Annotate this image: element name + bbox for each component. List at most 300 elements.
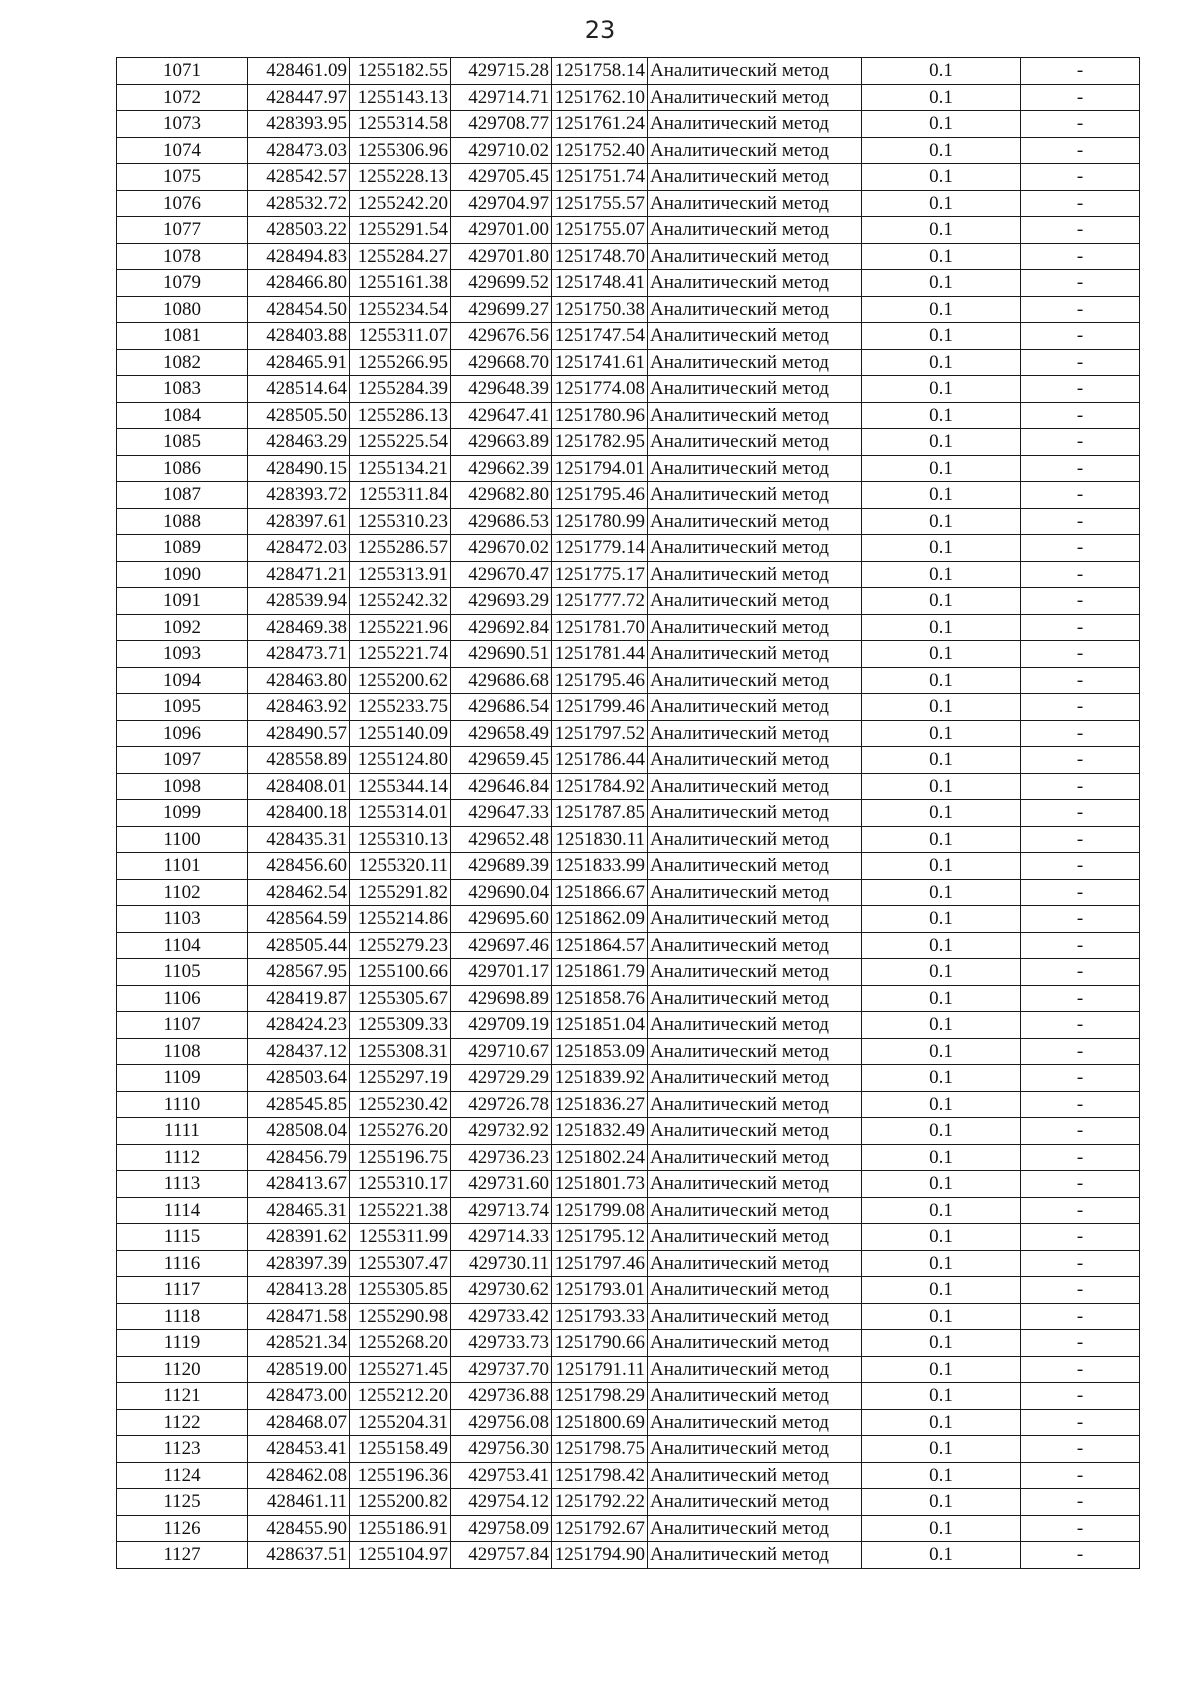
table-row (117, 1303, 1140, 1330)
x2-cell: 429647.41 (451, 402, 552, 429)
note-cell: - (1021, 1250, 1140, 1277)
table-row (117, 1277, 1140, 1304)
table-row (117, 1171, 1140, 1198)
accuracy-cell: 0.1 (862, 1515, 1021, 1542)
method-cell: Аналитический метод (648, 667, 862, 694)
note-cell: - (1021, 1489, 1140, 1516)
table-row (117, 1197, 1140, 1224)
note-cell: - (1021, 1330, 1140, 1357)
x2-cell: 429715.28 (451, 58, 552, 85)
x2-cell: 429704.97 (451, 190, 552, 217)
x1-cell: 428473.00 (248, 1383, 350, 1410)
method-cell: Аналитический метод (648, 482, 862, 509)
accuracy-cell: 0.1 (862, 614, 1021, 641)
y2-cell: 1251777.72 (552, 588, 648, 615)
table-row (117, 1038, 1140, 1065)
y2-cell: 1251790.66 (552, 1330, 648, 1357)
x2-cell: 429709.19 (451, 1012, 552, 1039)
x1-cell: 428413.28 (248, 1277, 350, 1304)
y2-cell: 1251751.74 (552, 164, 648, 191)
x1-cell: 428505.50 (248, 402, 350, 429)
point-number-cell: 1103 (117, 906, 248, 933)
table-row (117, 1144, 1140, 1171)
method-cell: Аналитический метод (648, 137, 862, 164)
y1-cell: 1255305.85 (350, 1277, 451, 1304)
x1-cell: 428461.09 (248, 58, 350, 85)
note-cell: - (1021, 1462, 1140, 1489)
y1-cell: 1255286.57 (350, 535, 451, 562)
y2-cell: 1251830.11 (552, 826, 648, 853)
point-number-cell: 1112 (117, 1144, 248, 1171)
y2-cell: 1251795.12 (552, 1224, 648, 1251)
table-row (117, 879, 1140, 906)
y2-cell: 1251839.92 (552, 1065, 648, 1092)
y1-cell: 1255268.20 (350, 1330, 451, 1357)
point-number-cell: 1102 (117, 879, 248, 906)
x2-cell: 429733.73 (451, 1330, 552, 1357)
note-cell: - (1021, 932, 1140, 959)
y2-cell: 1251833.99 (552, 853, 648, 880)
y1-cell: 1255161.38 (350, 270, 451, 297)
note-cell: - (1021, 1224, 1140, 1251)
y1-cell: 1255234.54 (350, 296, 451, 323)
y1-cell: 1255196.36 (350, 1462, 451, 1489)
x1-cell: 428471.21 (248, 561, 350, 588)
y2-cell: 1251853.09 (552, 1038, 648, 1065)
accuracy-cell: 0.1 (862, 402, 1021, 429)
method-cell: Аналитический метод (648, 641, 862, 668)
y2-cell: 1251797.52 (552, 720, 648, 747)
x2-cell: 429736.88 (451, 1383, 552, 1410)
table-row (117, 111, 1140, 138)
y1-cell: 1255309.33 (350, 1012, 451, 1039)
y1-cell: 1255140.09 (350, 720, 451, 747)
point-number-cell: 1073 (117, 111, 248, 138)
point-number-cell: 1072 (117, 84, 248, 111)
x1-cell: 428514.64 (248, 376, 350, 403)
method-cell: Аналитический метод (648, 1515, 862, 1542)
y1-cell: 1255306.96 (350, 137, 451, 164)
method-cell: Аналитический метод (648, 826, 862, 853)
x2-cell: 429757.84 (451, 1542, 552, 1569)
y2-cell: 1251858.76 (552, 985, 648, 1012)
y2-cell: 1251836.27 (552, 1091, 648, 1118)
table-row (117, 402, 1140, 429)
x1-cell: 428473.03 (248, 137, 350, 164)
method-cell: Аналитический метод (648, 1303, 862, 1330)
x1-cell: 428456.60 (248, 853, 350, 880)
x1-cell: 428505.44 (248, 932, 350, 959)
point-number-cell: 1109 (117, 1065, 248, 1092)
y2-cell: 1251784.92 (552, 773, 648, 800)
accuracy-cell: 0.1 (862, 1356, 1021, 1383)
point-number-cell: 1125 (117, 1489, 248, 1516)
point-number-cell: 1119 (117, 1330, 248, 1357)
y2-cell: 1251798.42 (552, 1462, 648, 1489)
y1-cell: 1255266.95 (350, 349, 451, 376)
x1-cell: 428463.80 (248, 667, 350, 694)
y1-cell: 1255233.75 (350, 694, 451, 721)
y2-cell: 1251864.57 (552, 932, 648, 959)
table-row (117, 190, 1140, 217)
accuracy-cell: 0.1 (862, 1012, 1021, 1039)
y1-cell: 1255196.75 (350, 1144, 451, 1171)
note-cell: - (1021, 349, 1140, 376)
x2-cell: 429713.74 (451, 1197, 552, 1224)
y2-cell: 1251791.11 (552, 1356, 648, 1383)
method-cell: Аналитический метод (648, 376, 862, 403)
point-number-cell: 1100 (117, 826, 248, 853)
point-number-cell: 1089 (117, 535, 248, 562)
point-number-cell: 1114 (117, 1197, 248, 1224)
note-cell: - (1021, 1091, 1140, 1118)
x1-cell: 428466.80 (248, 270, 350, 297)
x2-cell: 429710.02 (451, 137, 552, 164)
table-row (117, 1436, 1140, 1463)
x1-cell: 428435.31 (248, 826, 350, 853)
point-number-cell: 1093 (117, 641, 248, 668)
y2-cell: 1251862.09 (552, 906, 648, 933)
point-number-cell: 1097 (117, 747, 248, 774)
method-cell: Аналитический метод (648, 1542, 862, 1569)
note-cell: - (1021, 694, 1140, 721)
point-number-cell: 1108 (117, 1038, 248, 1065)
accuracy-cell: 0.1 (862, 694, 1021, 721)
x2-cell: 429692.84 (451, 614, 552, 641)
note-cell: - (1021, 800, 1140, 827)
y2-cell: 1251779.14 (552, 535, 648, 562)
accuracy-cell: 0.1 (862, 1383, 1021, 1410)
x2-cell: 429730.11 (451, 1250, 552, 1277)
accuracy-cell: 0.1 (862, 959, 1021, 986)
y1-cell: 1255158.49 (350, 1436, 451, 1463)
note-cell: - (1021, 508, 1140, 535)
table-row (117, 826, 1140, 853)
accuracy-cell: 0.1 (862, 323, 1021, 350)
y2-cell: 1251793.01 (552, 1277, 648, 1304)
method-cell: Аналитический метод (648, 84, 862, 111)
accuracy-cell: 0.1 (862, 1409, 1021, 1436)
x1-cell: 428465.31 (248, 1197, 350, 1224)
x2-cell: 429736.23 (451, 1144, 552, 1171)
y2-cell: 1251798.29 (552, 1383, 648, 1410)
method-cell: Аналитический метод (648, 614, 862, 641)
note-cell: - (1021, 58, 1140, 85)
method-cell: Аналитический метод (648, 1065, 862, 1092)
point-number-cell: 1094 (117, 667, 248, 694)
table-row (117, 588, 1140, 615)
x2-cell: 429646.84 (451, 773, 552, 800)
x2-cell: 429714.33 (451, 1224, 552, 1251)
accuracy-cell: 0.1 (862, 800, 1021, 827)
table-row (117, 1065, 1140, 1092)
y2-cell: 1251794.01 (552, 455, 648, 482)
table-row (117, 694, 1140, 721)
method-cell: Аналитический метод (648, 58, 862, 85)
accuracy-cell: 0.1 (862, 1065, 1021, 1092)
x1-cell: 428503.22 (248, 217, 350, 244)
x2-cell: 429714.71 (451, 84, 552, 111)
table-row (117, 932, 1140, 959)
note-cell: - (1021, 720, 1140, 747)
x2-cell: 429658.49 (451, 720, 552, 747)
table-row (117, 641, 1140, 668)
point-number-cell: 1077 (117, 217, 248, 244)
x1-cell: 428494.83 (248, 243, 350, 270)
point-number-cell: 1085 (117, 429, 248, 456)
method-cell: Аналитический метод (648, 296, 862, 323)
note-cell: - (1021, 84, 1140, 111)
x2-cell: 429731.60 (451, 1171, 552, 1198)
y2-cell: 1251741.61 (552, 349, 648, 376)
y1-cell: 1255225.54 (350, 429, 451, 456)
point-number-cell: 1111 (117, 1118, 248, 1145)
accuracy-cell: 0.1 (862, 455, 1021, 482)
y1-cell: 1255307.47 (350, 1250, 451, 1277)
accuracy-cell: 0.1 (862, 1542, 1021, 1569)
x2-cell: 429729.29 (451, 1065, 552, 1092)
method-cell: Аналитический метод (648, 402, 862, 429)
method-cell: Аналитический метод (648, 1462, 862, 1489)
x1-cell: 428473.71 (248, 641, 350, 668)
y1-cell: 1255291.54 (350, 217, 451, 244)
y1-cell: 1255143.13 (350, 84, 451, 111)
method-cell: Аналитический метод (648, 720, 862, 747)
point-number-cell: 1113 (117, 1171, 248, 1198)
y2-cell: 1251801.73 (552, 1171, 648, 1198)
table-row (117, 1409, 1140, 1436)
note-cell: - (1021, 1118, 1140, 1145)
method-cell: Аналитический метод (648, 561, 862, 588)
x2-cell: 429648.39 (451, 376, 552, 403)
x1-cell: 428403.88 (248, 323, 350, 350)
table-row (117, 270, 1140, 297)
accuracy-cell: 0.1 (862, 1171, 1021, 1198)
y2-cell: 1251755.07 (552, 217, 648, 244)
y1-cell: 1255313.91 (350, 561, 451, 588)
x2-cell: 429652.48 (451, 826, 552, 853)
method-cell: Аналитический метод (648, 535, 862, 562)
note-cell: - (1021, 1515, 1140, 1542)
point-number-cell: 1110 (117, 1091, 248, 1118)
x1-cell: 428463.29 (248, 429, 350, 456)
table-row (117, 482, 1140, 509)
y1-cell: 1255200.62 (350, 667, 451, 694)
y1-cell: 1255230.42 (350, 1091, 451, 1118)
table-row (117, 747, 1140, 774)
x1-cell: 428490.15 (248, 455, 350, 482)
table-row (117, 959, 1140, 986)
table-row (117, 800, 1140, 827)
method-cell: Аналитический метод (648, 1489, 862, 1516)
table-row (117, 508, 1140, 535)
y1-cell: 1255310.17 (350, 1171, 451, 1198)
point-number-cell: 1075 (117, 164, 248, 191)
y2-cell: 1251795.46 (552, 667, 648, 694)
note-cell: - (1021, 1144, 1140, 1171)
y1-cell: 1255286.13 (350, 402, 451, 429)
note-cell: - (1021, 270, 1140, 297)
table-row (117, 1515, 1140, 1542)
accuracy-cell: 0.1 (862, 561, 1021, 588)
accuracy-cell: 0.1 (862, 667, 1021, 694)
point-number-cell: 1071 (117, 58, 248, 85)
y2-cell: 1251800.69 (552, 1409, 648, 1436)
note-cell: - (1021, 1197, 1140, 1224)
table-body (117, 58, 1140, 1569)
method-cell: Аналитический метод (648, 508, 862, 535)
y1-cell: 1255314.58 (350, 111, 451, 138)
x1-cell: 428424.23 (248, 1012, 350, 1039)
accuracy-cell: 0.1 (862, 58, 1021, 85)
y2-cell: 1251799.08 (552, 1197, 648, 1224)
note-cell: - (1021, 614, 1140, 641)
x1-cell: 428490.57 (248, 720, 350, 747)
point-number-cell: 1090 (117, 561, 248, 588)
x1-cell: 428393.95 (248, 111, 350, 138)
x1-cell: 428400.18 (248, 800, 350, 827)
method-cell: Аналитический метод (648, 853, 862, 880)
note-cell: - (1021, 641, 1140, 668)
x1-cell: 428465.91 (248, 349, 350, 376)
y2-cell: 1251802.24 (552, 1144, 648, 1171)
point-number-cell: 1115 (117, 1224, 248, 1251)
method-cell: Аналитический метод (648, 190, 862, 217)
method-cell: Аналитический метод (648, 429, 862, 456)
y2-cell: 1251774.08 (552, 376, 648, 403)
x2-cell: 429701.00 (451, 217, 552, 244)
note-cell: - (1021, 190, 1140, 217)
y2-cell: 1251792.22 (552, 1489, 648, 1516)
method-cell: Аналитический метод (648, 349, 862, 376)
table-row (117, 614, 1140, 641)
accuracy-cell: 0.1 (862, 853, 1021, 880)
point-number-cell: 1118 (117, 1303, 248, 1330)
accuracy-cell: 0.1 (862, 773, 1021, 800)
accuracy-cell: 0.1 (862, 985, 1021, 1012)
table-row (117, 1224, 1140, 1251)
x1-cell: 428521.34 (248, 1330, 350, 1357)
x2-cell: 429698.89 (451, 985, 552, 1012)
note-cell: - (1021, 402, 1140, 429)
note-cell: - (1021, 323, 1140, 350)
x2-cell: 429686.53 (451, 508, 552, 535)
accuracy-cell: 0.1 (862, 1250, 1021, 1277)
point-number-cell: 1121 (117, 1383, 248, 1410)
y1-cell: 1255276.20 (350, 1118, 451, 1145)
x1-cell: 428463.92 (248, 694, 350, 721)
y1-cell: 1255200.82 (350, 1489, 451, 1516)
x2-cell: 429708.77 (451, 111, 552, 138)
y2-cell: 1251798.75 (552, 1436, 648, 1463)
note-cell: - (1021, 164, 1140, 191)
method-cell: Аналитический метод (648, 1038, 862, 1065)
x2-cell: 429737.70 (451, 1356, 552, 1383)
note-cell: - (1021, 853, 1140, 880)
y2-cell: 1251793.33 (552, 1303, 648, 1330)
accuracy-cell: 0.1 (862, 164, 1021, 191)
method-cell: Аналитический метод (648, 959, 862, 986)
y1-cell: 1255310.23 (350, 508, 451, 535)
method-cell: Аналитический метод (648, 455, 862, 482)
accuracy-cell: 0.1 (862, 111, 1021, 138)
method-cell: Аналитический метод (648, 800, 862, 827)
y1-cell: 1255182.55 (350, 58, 451, 85)
note-cell: - (1021, 1038, 1140, 1065)
note-cell: - (1021, 747, 1140, 774)
table-row (117, 455, 1140, 482)
x2-cell: 429732.92 (451, 1118, 552, 1145)
method-cell: Аналитический метод (648, 1144, 862, 1171)
note-cell: - (1021, 1277, 1140, 1304)
y2-cell: 1251755.57 (552, 190, 648, 217)
x2-cell: 429668.70 (451, 349, 552, 376)
table-row (117, 1118, 1140, 1145)
method-cell: Аналитический метод (648, 985, 862, 1012)
x1-cell: 428637.51 (248, 1542, 350, 1569)
table-row (117, 720, 1140, 747)
table-row (117, 84, 1140, 111)
x2-cell: 429670.47 (451, 561, 552, 588)
x1-cell: 428542.57 (248, 164, 350, 191)
page-number: 23 (584, 16, 616, 44)
accuracy-cell: 0.1 (862, 482, 1021, 509)
x2-cell: 429710.67 (451, 1038, 552, 1065)
x2-cell: 429647.33 (451, 800, 552, 827)
x1-cell: 428468.07 (248, 1409, 350, 1436)
point-number-cell: 1120 (117, 1356, 248, 1383)
y2-cell: 1251780.99 (552, 508, 648, 535)
accuracy-cell: 0.1 (862, 1224, 1021, 1251)
y1-cell: 1255305.67 (350, 985, 451, 1012)
method-cell: Аналитический метод (648, 270, 862, 297)
x1-cell: 428472.03 (248, 535, 350, 562)
x1-cell: 428532.72 (248, 190, 350, 217)
method-cell: Аналитический метод (648, 1383, 862, 1410)
method-cell: Аналитический метод (648, 747, 862, 774)
table-row (117, 1462, 1140, 1489)
accuracy-cell: 0.1 (862, 1038, 1021, 1065)
accuracy-cell: 0.1 (862, 1118, 1021, 1145)
point-number-cell: 1127 (117, 1542, 248, 1569)
point-number-cell: 1122 (117, 1409, 248, 1436)
y2-cell: 1251750.38 (552, 296, 648, 323)
x1-cell: 428564.59 (248, 906, 350, 933)
note-cell: - (1021, 111, 1140, 138)
x1-cell: 428397.61 (248, 508, 350, 535)
x2-cell: 429682.80 (451, 482, 552, 509)
y1-cell: 1255291.82 (350, 879, 451, 906)
point-number-cell: 1078 (117, 243, 248, 270)
accuracy-cell: 0.1 (862, 1197, 1021, 1224)
table-row (117, 1250, 1140, 1277)
y1-cell: 1255124.80 (350, 747, 451, 774)
x1-cell: 428447.97 (248, 84, 350, 111)
method-cell: Аналитический метод (648, 1277, 862, 1304)
point-number-cell: 1074 (117, 137, 248, 164)
x2-cell: 429730.62 (451, 1277, 552, 1304)
y2-cell: 1251748.41 (552, 270, 648, 297)
x1-cell: 428393.72 (248, 482, 350, 509)
x1-cell: 428413.67 (248, 1171, 350, 1198)
y2-cell: 1251782.95 (552, 429, 648, 456)
note-cell: - (1021, 1383, 1140, 1410)
point-number-cell: 1106 (117, 985, 248, 1012)
accuracy-cell: 0.1 (862, 137, 1021, 164)
y1-cell: 1255221.38 (350, 1197, 451, 1224)
point-number-cell: 1096 (117, 720, 248, 747)
y2-cell: 1251792.67 (552, 1515, 648, 1542)
